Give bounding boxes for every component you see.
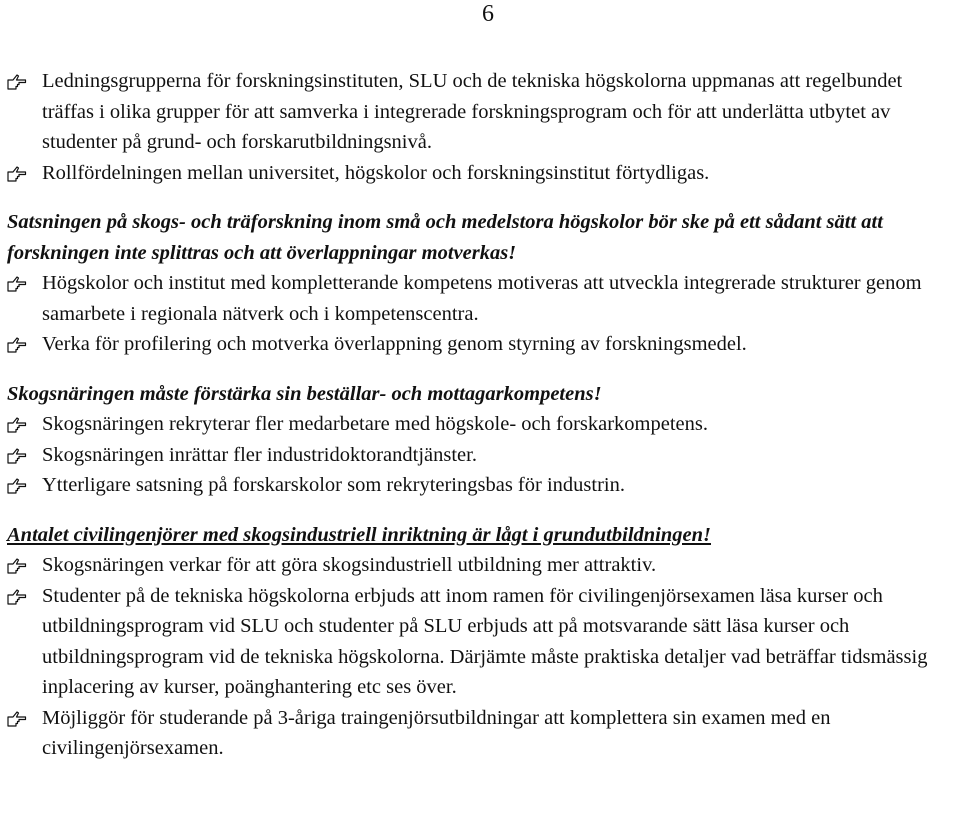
bullet-text: Rollfördelningen mellan universitet, högskolor och forskningsinstitut förtydligas. (42, 161, 710, 184)
section-2 (7, 207, 953, 360)
bullet-item (7, 581, 953, 703)
hand-pointing-right-icon (7, 588, 27, 606)
bullet-text: Skogsnäringen rekryterar fler medarbetare med högskole- och forskarkompetens. (42, 413, 708, 435)
hand-pointing-right-icon (7, 73, 27, 91)
bullet-text: Skogsnäringen verkar för att göra skogsindustriell utbildning mer attraktiv. (42, 554, 657, 576)
hand-pointing-right-icon (7, 447, 27, 465)
section-3 (7, 379, 953, 501)
bullet-item (7, 470, 953, 501)
hand-pointing-right-icon (7, 165, 27, 183)
bullet-item (7, 268, 953, 329)
bullet-item (7, 158, 953, 189)
page-number: 6 (482, 1, 494, 27)
bullet-text: Ledningsgrupperna för forskningsinstituten, SLU och de tekniska högskolorna uppmanas att regelbundet träffas i olika grupper för att samverka i integrerade forskningsprogram och för att underlätta utbytet av studenter på grund- och forskarutbildningsnivå. (42, 70, 903, 153)
document-body (7, 66, 953, 764)
bullet-text: Högskolor och institut med kompletterande kompetens motiveras att utveckla integrerade strukturer genom samarbete i regionala nätverk och i kompetenscentra. (42, 272, 922, 325)
hand-pointing-right-icon (7, 557, 27, 575)
section-heading: Skogsnäringen måste förstärka sin beställar- och mottagarkompetens! (7, 382, 602, 405)
section-4 (7, 520, 953, 764)
section-1 (7, 66, 953, 188)
bullet-text: Skogsnäringen inrättar fler industridoktorandtjänster. (42, 443, 477, 466)
bullet-item (7, 329, 953, 360)
hand-pointing-right-icon (7, 710, 27, 728)
bullet-text: Ytterligare satsning på forskarskolor som rekryteringsbas för industrin. (42, 474, 625, 496)
section-heading: Satsningen på skogs- och träforskning inom små och medelstora högskolor bör ske på ett sådant sätt att forskningen inte splittras och att överlappningar motverkas! (7, 211, 883, 264)
bullet-item (7, 409, 953, 440)
hand-pointing-right-icon (7, 416, 27, 434)
bullet-item (7, 550, 953, 581)
bullet-item (7, 440, 953, 471)
bullet-text: Möjliggör för studerande på 3-åriga traingenjörsutbildningar att komplettera sin examen med en civilingenjörsexamen. (42, 706, 831, 759)
hand-pointing-right-icon (7, 275, 27, 293)
bullet-item (7, 703, 953, 764)
bullet-item (7, 66, 953, 158)
hand-pointing-right-icon (7, 477, 27, 495)
section-heading: Antalet civilingenjörer med skogsindustriell inriktning är lågt i grundutbildningen! (7, 523, 711, 546)
bullet-text: Verka för profilering och motverka överlappning genom styrning av forskningsmedel. (42, 333, 747, 355)
bullet-text: Studenter på de tekniska högskolorna erbjuds att inom ramen för civilingenjörsexamen läsa kurser och utbildningsprogram vid SLU och studenter på SLU erbjuds att på motsvarande sätt läsa kurser och utbildningsprogram vid de tekniska högskolorna. Därjämte måste praktiska detaljer vad beträffar tidsmässig inplacering av kurser, poänghantering etc ses över. (42, 584, 928, 698)
hand-pointing-right-icon (7, 336, 27, 354)
